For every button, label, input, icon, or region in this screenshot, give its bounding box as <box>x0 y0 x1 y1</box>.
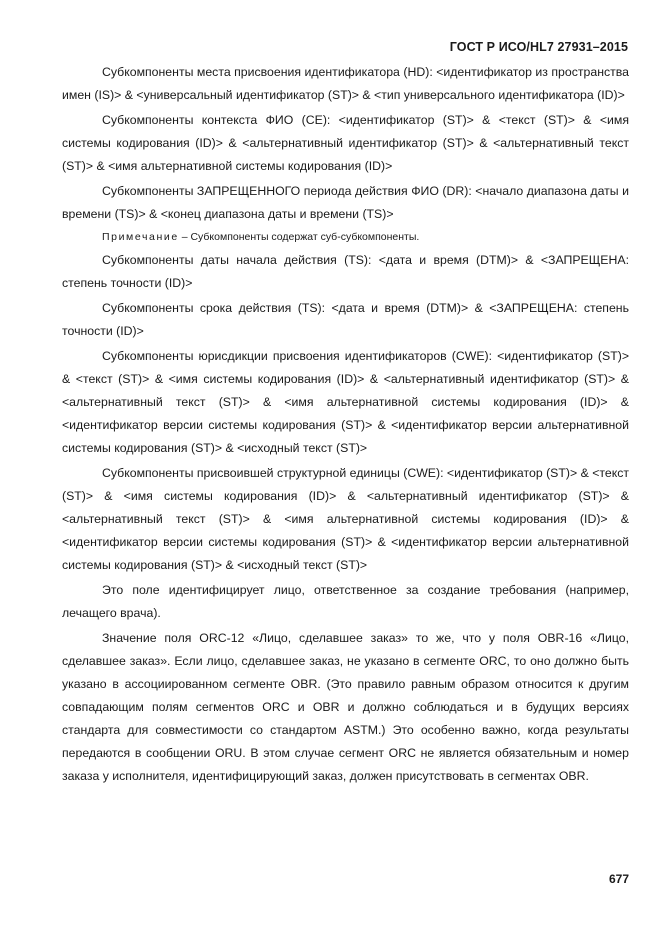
note-label: Примечание <box>102 231 179 243</box>
page-number: 677 <box>608 872 629 886</box>
document-body <box>62 61 629 790</box>
paragraph-field-purpose: Это поле идентифицирует лицо, ответственное за создание требования (например, лечащего врача). <box>62 583 629 620</box>
paragraph-ce-subcomponents: Субкомпоненты контекста ФИО (CE): <идентификатор (ST)> & <текст (ST)> & <имя системы кодирования (ID)> & <альтернативный идентификатор (ST)> & <альтернативный текст (ST)> & <имя альтернативной системы кодирования (ID)> <box>62 113 629 173</box>
paragraph-ts-end-subcomponents: Субкомпоненты срока действия (TS): <дата и время (DTM)> & <ЗАПРЕЩЕНА: степень точности (ID)> <box>62 301 629 338</box>
note <box>62 228 629 247</box>
paragraph-orc12-explanation: Значение поля ORC-12 «Лицо, сделавшее заказ» то же, что у поля OBR-16 «Лицо, сделавшее заказ». Если лицо, сделавшее заказ, не указано в сегменте ORC, то оно должно быть указано в ассоциированном сегменте OBR. (Это правило равным образом относится к другим совпадающим полям сегментов ORC и OBR и должно соблюдаться и в будущих версиях стандарта для совместимости со стандартом ASTM.) Это особенно важно, когда результаты передаются в сообщении ORU. В этом случае сегмент ORC не является обязательным и номер заказа у исполнителя, идентифицирующий заказ, должен присутствовать в сегментах OBR. <box>62 631 629 783</box>
page-header-standard-id: ГОСТ Р ИСО/HL7 27931–2015 <box>449 40 628 54</box>
paragraph-ts-start-subcomponents: Субкомпоненты даты начала действия (TS): <дата и время (DTM)> & <ЗАПРЕЩЕНА: степень точности (ID)> <box>62 253 629 290</box>
note-text: – Субкомпоненты содержат суб-субкомпоненты. <box>178 231 420 243</box>
paragraph-hd-subcomponents: Субкомпоненты места присвоения идентификатора (HD): <идентификатор из пространства имен (IS)> & <универсальный идентификатор (ST)> & <тип универсального идентификатора (ID)> <box>62 65 629 102</box>
paragraph-cwe-jurisdiction-subcomponents: Субкомпоненты юрисдикции присвоения идентификаторов (CWE): <идентификатор (ST)> & <текст (ST)> & <имя системы кодирования (ID)> & <альтернативный идентификатор (ST)> & <альтернативный текст (ST)> & <имя альтернативной системы кодирования (ID)> & <идентификатор версии системы кодирования (ST)> & <идентификатор версии альтернативной системы кодирования (ST)> & <исходный текст (ST)> <box>62 349 629 455</box>
paragraph-cwe-unit-subcomponents: Субкомпоненты присвоившей структурной единицы (CWE): <идентификатор (ST)> & <текст (ST)> & <имя системы кодирования (ID)> & <альтернативный идентификатор (ST)> & <альтернативный текст (ST)> & <имя альтернативной системы кодирования (ID)> & <идентификатор версии системы кодирования (ST)> & <идентификатор версии альтернативной системы кодирования (ST)> & <исходный текст (ST)> <box>62 466 630 572</box>
paragraph-dr-subcomponents: Субкомпоненты ЗАПРЕЩЕННОГО периода действия ФИО (DR): <начало диапазона даты и времени (TS)> & <конец диапазона даты и времени (TS)> <box>62 184 629 221</box>
